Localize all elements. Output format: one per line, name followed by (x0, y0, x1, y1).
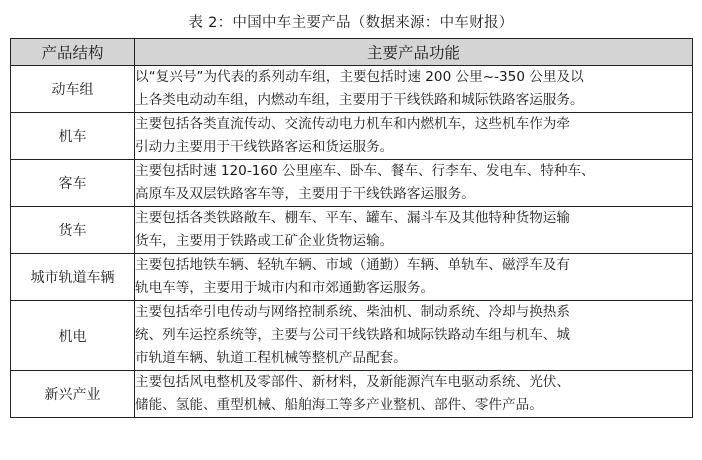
description-line: 储能、氢能、重型机械、船舶海工等多产业整机、部件、零件产品。 (135, 397, 543, 413)
description-line: 统、列车运控系统等，主要与公司干线铁路和城际铁路动车组与机车、城 (135, 327, 570, 343)
row-description (135, 160, 693, 207)
row-description (135, 66, 693, 113)
description-line: 引动力主要用于干线铁路客运和货运服务。 (135, 139, 394, 155)
description-line: 以“复兴号”为代表的系列动车组，主要包括时速 200 公里~-350 公里及以 (135, 69, 584, 85)
row-name: 新兴产业 (11, 371, 135, 418)
table-header-row (11, 39, 693, 66)
description-line: 高原车及双层铁路客车等，主要用于干线铁路客运服务。 (135, 186, 475, 202)
description-line: 主要包括各类直流传动、交流传动电力机车和内燃机车，这些机车作为牵 (135, 116, 570, 132)
table-row (11, 160, 693, 207)
row-name: 机车 (11, 113, 135, 160)
row-name: 客车 (11, 160, 135, 207)
row-name: 动车组 (11, 66, 135, 113)
row-name: 城市轨道车辆 (11, 254, 135, 301)
description-line: 主要包括地铁车辆、轻轨车辆、市域（通勤）车辆、单轨车、磁浮车及有 (135, 257, 570, 273)
row-name: 机电 (11, 301, 135, 371)
row-description (135, 207, 693, 254)
description-line: 轨电车等，主要用于城市内和市郊通勤客运服务。 (135, 280, 435, 296)
description-line: 主要包括各类铁路敞车、棚车、平车、罐车、漏斗车及其他特种货物运输 (135, 210, 570, 226)
table-row (11, 254, 693, 301)
header-main-functions: 主要产品功能 (135, 39, 693, 66)
description-line: 主要包括风电整机及零部件、新材料，及新能源汽车电驱动系统、光伏、 (135, 374, 570, 390)
row-description (135, 371, 693, 418)
row-description (135, 113, 693, 160)
table-row (11, 371, 693, 418)
table-row (11, 301, 693, 371)
row-description (135, 254, 693, 301)
row-name: 货车 (11, 207, 135, 254)
table-row (11, 66, 693, 113)
description-line: 上各类电动动车组，内燃动车组，主要用于干线铁路和城际铁路客运服务。 (135, 92, 584, 108)
table-row (11, 113, 693, 160)
description-line: 主要包括时速 120-160 公里座车、卧车、餐车、行李车、发电车、特种车、 (135, 163, 595, 179)
description-line: 货车，主要用于铁路或工矿企业货物运输。 (135, 233, 394, 249)
table-row (11, 207, 693, 254)
product-table (10, 38, 693, 418)
row-description (135, 301, 693, 371)
table-caption: 表 2：中国中车主要产品（数据来源：中车财报） (188, 15, 514, 31)
description-line: 市轨道车辆、轨道工程机械等整机产品配套。 (135, 350, 407, 366)
header-product-structure: 产品结构 (11, 39, 135, 66)
description-line: 主要包括牵引电传动与网络控制系统、柴油机、制动系统、冷却与换热系 (135, 304, 570, 320)
